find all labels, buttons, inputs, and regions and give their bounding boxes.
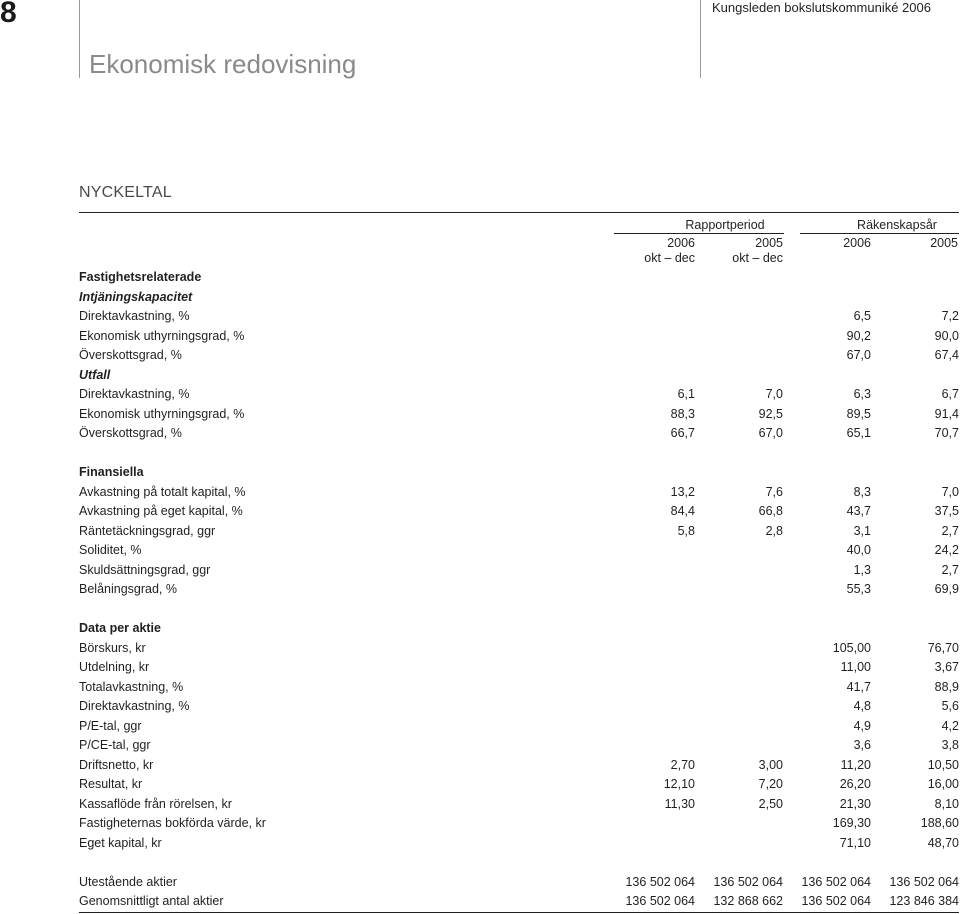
- row-value-col3: 1,3: [853, 562, 871, 577]
- table-row: [79, 678, 959, 698]
- row-value-col1: 66,7: [670, 426, 695, 440]
- row-value-col4: 5,6: [941, 699, 959, 713]
- row-label: P/CE-tal, ggr: [79, 738, 151, 752]
- table-row: [79, 405, 959, 425]
- row-label: Utestående aktier: [79, 874, 177, 889]
- table-row: [79, 385, 959, 405]
- page-number: 8: [0, 0, 17, 29]
- row-label: Ekonomisk uthyrningsgrad, %: [79, 328, 245, 343]
- column-header-year: 2005: [755, 236, 783, 250]
- row-label: Soliditet, %: [79, 543, 142, 557]
- row-value-col4: 8,10: [934, 796, 959, 811]
- row-value-col3: 71,10: [839, 835, 871, 850]
- row-value-col3: 41,7: [846, 679, 871, 694]
- group-rule-rakenskapsar: [800, 233, 959, 234]
- row-label: Kassaflöde från rörelsen, kr: [79, 796, 232, 811]
- row-value-col3: 3,1: [853, 523, 871, 538]
- header-divider-right: [700, 0, 701, 78]
- row-value-col3: 136 502 064: [801, 894, 871, 908]
- row-value-col1: 6,1: [677, 387, 695, 401]
- column-header-period: okt – dec: [644, 251, 695, 265]
- table-row: [79, 814, 959, 834]
- row-label: Finansiella: [79, 465, 144, 479]
- column-header-year: 2005: [930, 236, 958, 250]
- row-label: Avkastning på totalt kapital, %: [79, 484, 246, 499]
- row-value-col2: 136 502 064: [713, 874, 783, 889]
- table-row: [79, 346, 959, 366]
- row-value-col4: 4,2: [941, 718, 959, 733]
- table-row: [79, 307, 959, 327]
- table-section-heading: [79, 268, 959, 288]
- row-value-col1: 136 502 064: [625, 874, 695, 889]
- table-row: [79, 697, 959, 717]
- row-value-col1: 84,4: [670, 504, 695, 518]
- row-value-col3: 40,0: [846, 543, 871, 557]
- row-label: Avkastning på eget kapital, %: [79, 504, 243, 518]
- row-label: Resultat, kr: [79, 777, 143, 791]
- column-header-year: 2006: [843, 236, 871, 250]
- row-value-col3: 6,3: [853, 387, 871, 401]
- column-header-3: [771, 236, 871, 251]
- row-value-col2: 3,00: [758, 757, 783, 772]
- header-divider-left: [79, 0, 80, 78]
- table-top-rule: [79, 212, 959, 213]
- column-header-year: 2006: [667, 236, 695, 250]
- table-row: [79, 522, 959, 542]
- row-value-col4: 2,7: [941, 523, 959, 538]
- row-value-col1: 13,2: [670, 484, 695, 499]
- row-label: Totalavkastning, %: [79, 679, 184, 694]
- row-value-col2: 7,20: [758, 777, 783, 791]
- row-value-col3: 136 502 064: [801, 874, 871, 889]
- row-value-col1: 136 502 064: [625, 894, 695, 908]
- row-value-col3: 90,2: [846, 328, 871, 343]
- table-row: [79, 892, 959, 913]
- row-value-col4: 16,00: [927, 777, 959, 791]
- table-row: [79, 873, 959, 893]
- table-spacer: [79, 600, 959, 620]
- row-value-col4: 7,0: [941, 484, 959, 499]
- row-label: Ekonomisk uthyrningsgrad, %: [79, 406, 245, 421]
- row-value-col1: 88,3: [670, 406, 695, 421]
- row-value-col4: 91,4: [934, 406, 959, 421]
- row-value-col2: 66,8: [758, 504, 783, 518]
- table-row: [79, 541, 959, 561]
- row-value-col1: 2,70: [670, 757, 695, 772]
- row-value-col2: 7,0: [765, 387, 783, 401]
- table-spacer: [79, 444, 959, 464]
- row-label: Överskottsgrad, %: [79, 348, 182, 362]
- table-section-heading: [79, 288, 959, 308]
- table-row: [79, 483, 959, 503]
- row-label: Fastigheternas bokförda värde, kr: [79, 816, 266, 830]
- table-section-heading: [79, 619, 959, 639]
- row-value-col3: 55,3: [846, 582, 871, 596]
- table-row: [79, 756, 959, 776]
- row-value-col4: 24,2: [934, 543, 959, 557]
- row-label: Intjäningskapacitet: [79, 289, 193, 304]
- row-value-col4: 37,5: [934, 504, 959, 518]
- row-value-col3: 4,9: [853, 718, 871, 733]
- table-row: [79, 834, 959, 854]
- row-label: Direktavkastning, %: [79, 387, 190, 401]
- row-value-col4: 69,9: [934, 582, 959, 596]
- row-value-col1: 5,8: [677, 523, 695, 538]
- row-value-col3: 89,5: [846, 406, 871, 421]
- section-heading: NYCKELTAL: [79, 184, 172, 201]
- row-value-col3: 4,8: [853, 699, 871, 713]
- row-label: Driftsnetto, kr: [79, 757, 154, 772]
- table-row: [79, 639, 959, 659]
- row-value-col2: 2,50: [758, 796, 783, 811]
- table-section-heading: [79, 463, 959, 483]
- row-value-col3: 11,20: [840, 757, 871, 772]
- row-value-col2: 2,8: [765, 523, 783, 538]
- table-row: [79, 424, 959, 444]
- row-value-col4: 10,50: [927, 757, 959, 772]
- row-value-col3: 105,00: [832, 640, 871, 655]
- row-label: Eget kapital, kr: [79, 835, 162, 850]
- row-value-col4: 3,67: [934, 660, 959, 674]
- row-label: Skuldsättningsgrad, ggr: [79, 562, 211, 577]
- row-label: Belåningsgrad, %: [79, 582, 177, 596]
- group-rule-rapportperiod: [614, 233, 784, 234]
- row-label: Data per aktie: [79, 621, 161, 635]
- row-value-col4: 48,70: [927, 835, 959, 850]
- row-value-col4: 188,60: [920, 816, 959, 830]
- table-section-heading: [79, 366, 959, 386]
- row-value-col1: 12,10: [663, 777, 695, 791]
- row-value-col3: 65,1: [846, 426, 871, 440]
- row-label: P/E-tal, ggr: [79, 718, 142, 733]
- row-label: Direktavkastning, %: [79, 309, 190, 323]
- table-row: [79, 561, 959, 581]
- row-value-col2: 92,5: [758, 406, 783, 421]
- row-value-col4: 88,9: [934, 679, 959, 694]
- row-label: Fastighetsrelaterade: [79, 270, 202, 284]
- row-value-col2: 67,0: [758, 426, 783, 440]
- row-value-col3: 43,7: [846, 504, 871, 518]
- page-title: Ekonomisk redovisning: [89, 49, 357, 79]
- row-value-col4: 90,0: [934, 328, 959, 343]
- row-value-col1: 11,30: [664, 796, 695, 811]
- row-value-col3: 6,5: [853, 309, 871, 323]
- column-header-period: okt – dec: [732, 251, 783, 265]
- row-value-col4: 123 846 384: [889, 894, 959, 908]
- row-value-col3: 3,6: [853, 738, 871, 752]
- table-row: [79, 775, 959, 795]
- row-value-col4: 3,8: [941, 738, 959, 752]
- table-row: [79, 658, 959, 678]
- row-value-col3: 21,30: [839, 796, 871, 811]
- row-label: Direktavkastning, %: [79, 699, 190, 713]
- row-value-col4: 136 502 064: [889, 874, 959, 889]
- row-value-col3: 67,0: [846, 348, 871, 362]
- row-value-col4: 67,4: [934, 348, 959, 362]
- row-value-col4: 6,7: [941, 387, 959, 401]
- row-label: Utdelning, kr: [79, 660, 150, 674]
- table-row: [79, 736, 959, 756]
- row-label: Utfall: [79, 367, 111, 382]
- row-label: Räntetäckningsgrad, ggr: [79, 523, 216, 538]
- row-value-col3: 169,30: [832, 816, 871, 830]
- table-row: [79, 327, 959, 347]
- row-value-col2: 132 868 662: [713, 894, 783, 908]
- table-row: [79, 717, 959, 737]
- row-value-col4: 2,7: [941, 562, 959, 577]
- row-value-col4: 70,7: [934, 426, 959, 440]
- table-row: [79, 502, 959, 522]
- table-row: [79, 580, 959, 600]
- row-label: Genomsnittligt antal aktier: [79, 894, 224, 908]
- column-group-rakenskapsar: Räkenskapsår: [857, 218, 937, 232]
- column-header-2: [683, 236, 783, 266]
- table-row: [79, 795, 959, 815]
- table-spacer: [79, 853, 959, 873]
- column-header-1: [595, 236, 695, 266]
- document-header: Kungsleden bokslutskommuniké 2006: [712, 0, 931, 15]
- column-group-rapportperiod: Rapportperiod: [685, 218, 765, 232]
- row-value-col4: 7,2: [941, 309, 959, 323]
- row-value-col3: 26,20: [839, 777, 871, 791]
- row-label: Överskottsgrad, %: [79, 426, 182, 440]
- row-value-col4: 76,70: [927, 640, 959, 655]
- row-label: Börskurs, kr: [79, 640, 146, 655]
- row-value-col3: 11,00: [840, 660, 871, 674]
- row-value-col2: 7,6: [765, 484, 783, 499]
- row-value-col3: 8,3: [853, 484, 871, 499]
- column-header-4: [858, 236, 958, 251]
